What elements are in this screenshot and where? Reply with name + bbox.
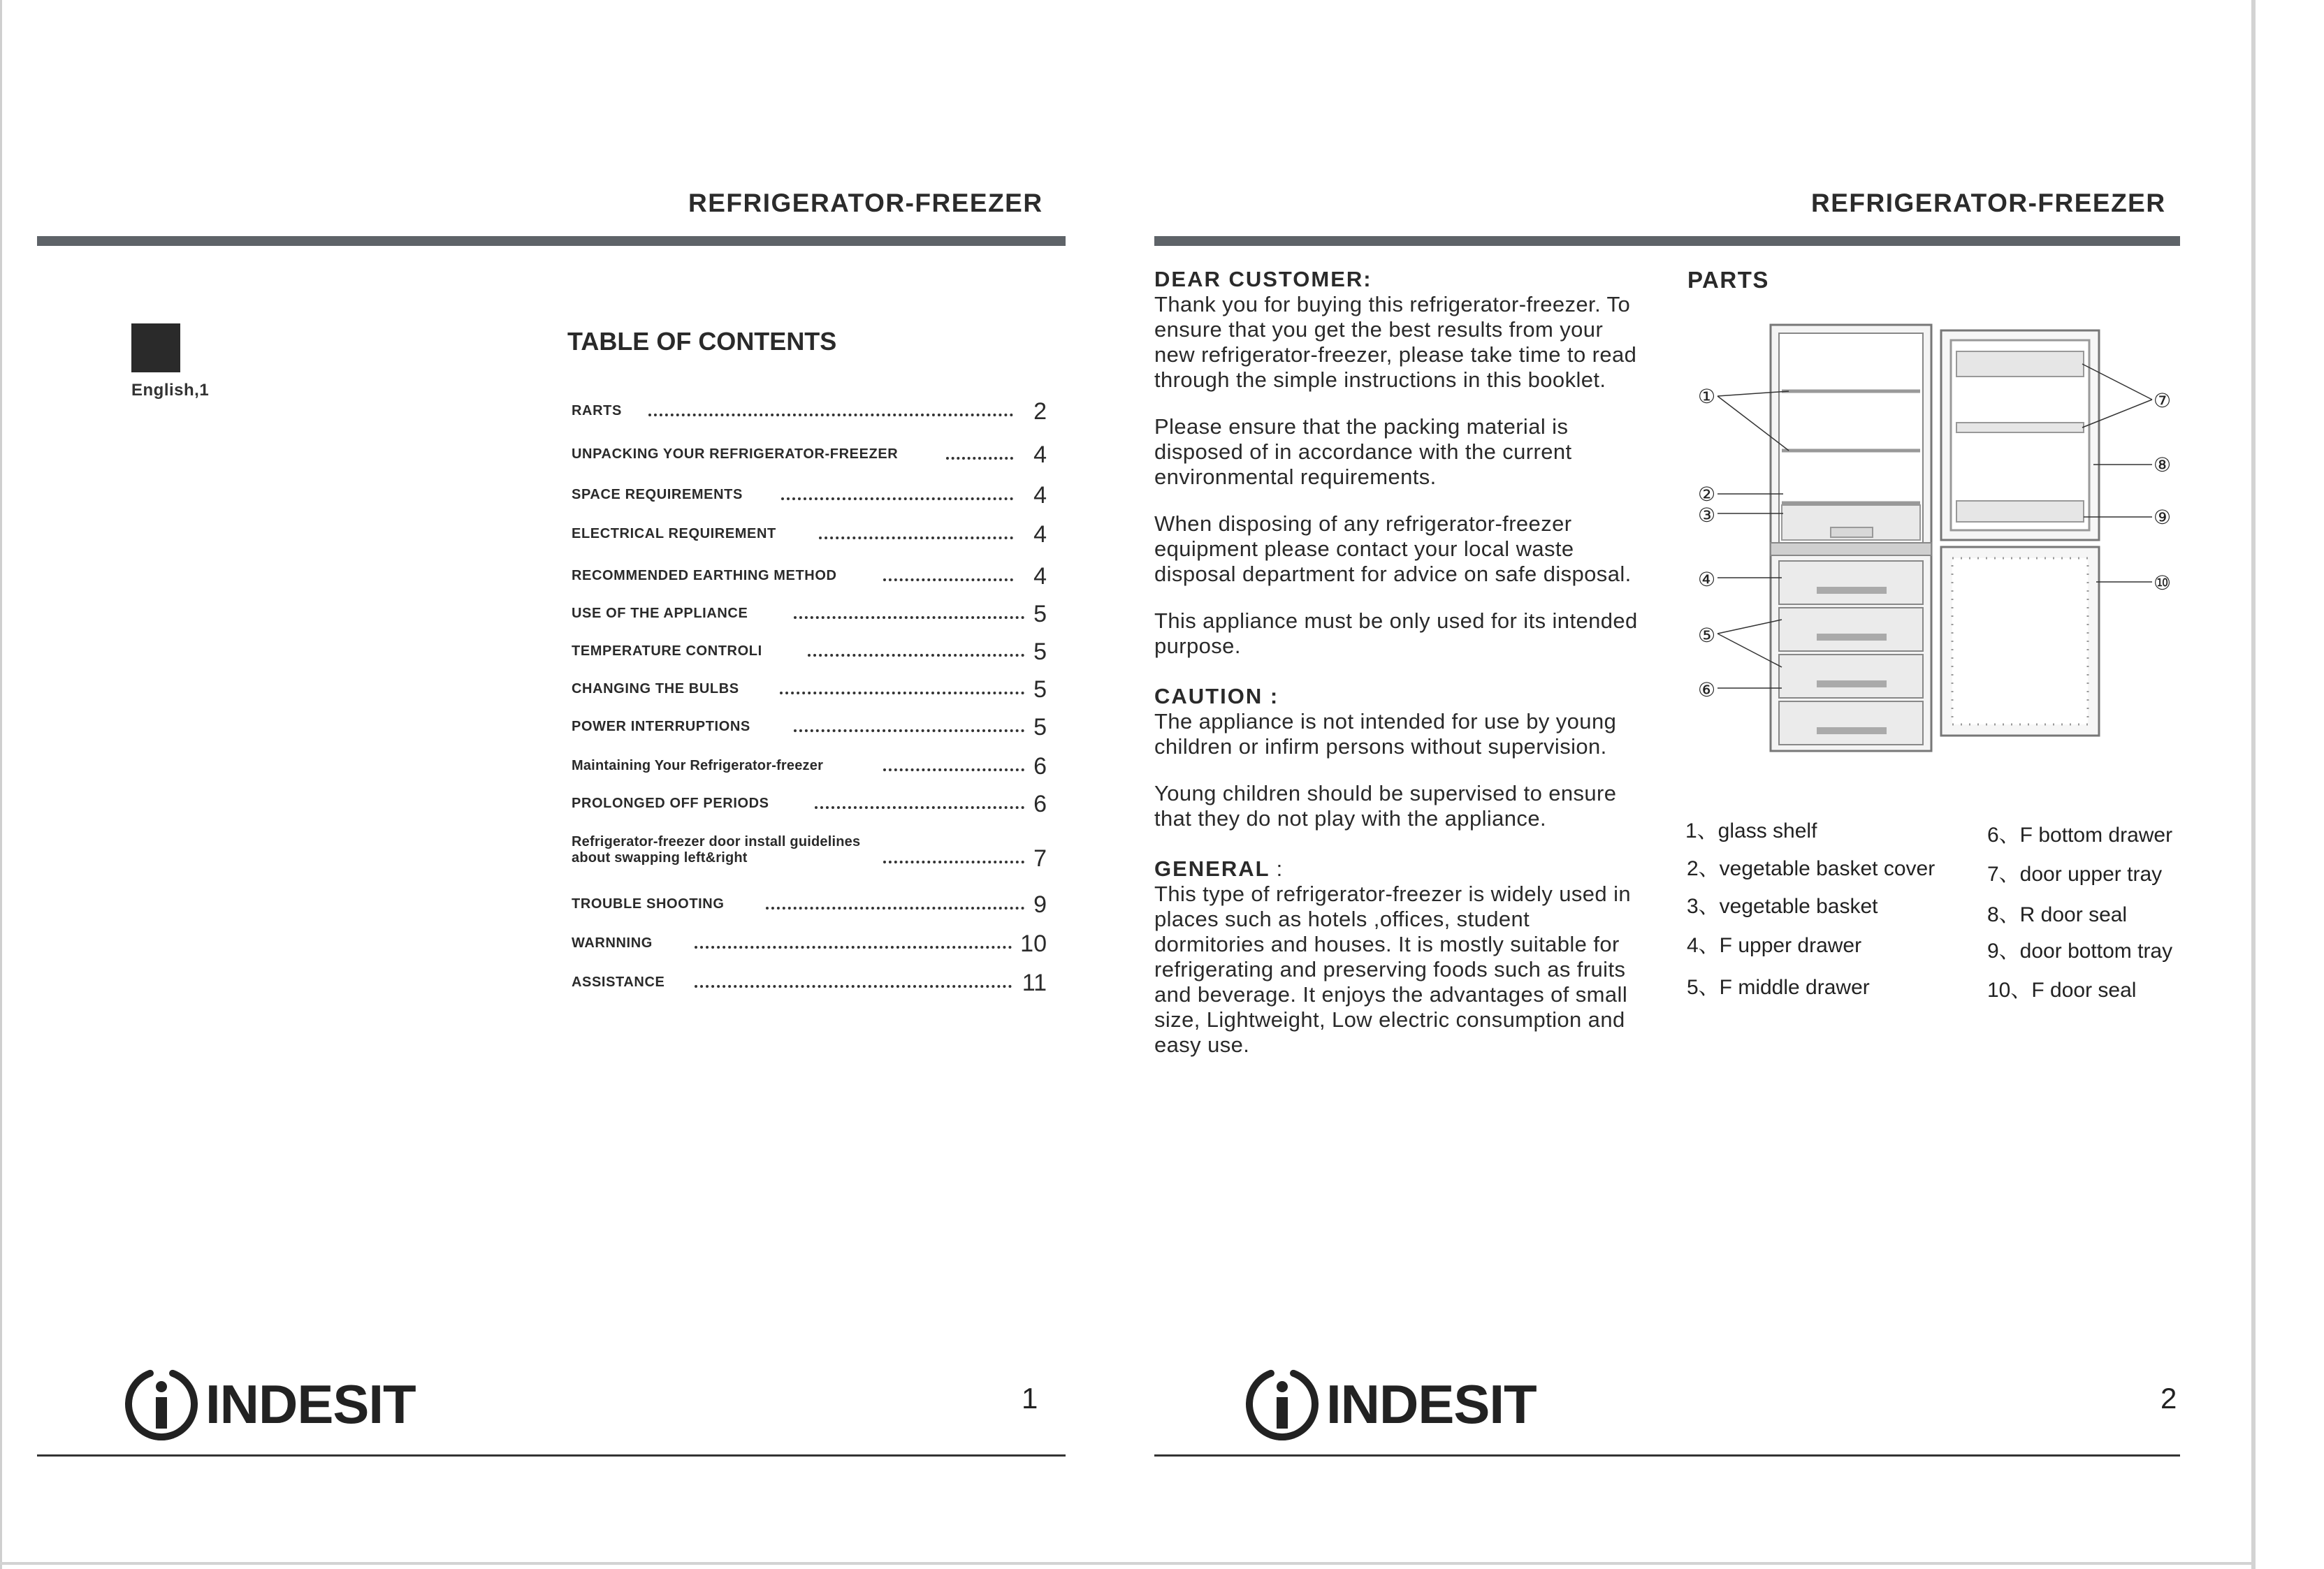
toc-label: Maintaining Your Refrigerator-freezer [572, 758, 824, 773]
toc-leader [695, 982, 1012, 988]
toc-label: SPACE REQUIREMENTS [572, 487, 743, 502]
toc-leader [695, 943, 1012, 949]
toc-label: TEMPERATURE CONTROLI [572, 643, 762, 659]
toc-label: UNPACKING YOUR REFRIGERATOR-FREEZER [572, 446, 899, 462]
toc-page: 10 [1020, 931, 1047, 957]
callout-4: ④ [1698, 568, 1716, 591]
left-header-rule [37, 236, 1066, 246]
legend-item: 3、vegetable basket [1687, 895, 1878, 918]
toc-leader [883, 858, 1024, 863]
dear-customer-text: Thank you for buying this refrigerator-freezer. To ensure that you get the best results from your new refrigerator-freezer, please take time to read through the simple instructions in this booklet. [1154, 292, 1637, 392]
toc-item[interactable] [572, 553, 1047, 588]
toc-leader [780, 689, 1024, 694]
legend-item: 8、R door seal [1987, 903, 2128, 926]
toc-item[interactable] [572, 743, 1047, 778]
toc-page: 6 [1033, 753, 1047, 780]
toc-item[interactable] [572, 511, 1047, 546]
legend-item: 9、door bottom tray [1987, 940, 2173, 963]
toc-item[interactable] [572, 882, 1047, 917]
toc-page: 5 [1033, 714, 1047, 740]
toc-page: 4 [1033, 482, 1047, 509]
toc-leader [819, 534, 1013, 539]
callout-9: ⑨ [2154, 506, 2172, 529]
toc-item[interactable] [572, 960, 1047, 995]
toc-page: 9 [1033, 891, 1047, 918]
callout-5: ⑤ [1698, 624, 1716, 647]
page-margin [2256, 0, 2324, 1569]
general-heading-colon: : [1270, 856, 1283, 881]
toc-leader [766, 904, 1024, 910]
intro-column [1154, 267, 1643, 1079]
toc-item[interactable] [572, 921, 1047, 956]
general-text: This type of refrigerator-freezer is widely used in places such as hotels ,offices, student dormitories and houses. It is mostly suitable for refrigerating and preserving foods such as fruits and beverage. It enjoys the advantages of small size, Lightweight, Low electric consumption and easy use. [1154, 882, 1631, 1057]
callout-8: ⑧ [2154, 453, 2172, 476]
callout-6: ⑥ [1698, 678, 1716, 701]
legend-item: 4、F upper drawer [1687, 934, 1862, 957]
legend-item: 6、F bottom drawer [1987, 824, 2173, 847]
toc-label: TROUBLE SHOOTING [572, 896, 725, 912]
toc-label: ASSISTANCE [572, 975, 665, 990]
toc-page: 4 [1033, 563, 1047, 590]
parts-heading: PARTS [1687, 267, 1769, 293]
language-marker [131, 323, 180, 372]
page-number: 1 [1022, 1382, 1038, 1415]
supervision-text: Young children should be supervised to ensure that they do not play with the appliance. [1154, 781, 1617, 831]
fridge-parts-diagram [1677, 318, 2222, 772]
toc-leader [781, 495, 1013, 500]
legend-item: 2、vegetable basket cover [1687, 857, 1936, 880]
toc-leader [648, 411, 1013, 416]
toc-label: USE OF THE APPLIANCE [572, 606, 748, 621]
purpose-text: This appliance must be only used for its intended purpose. [1154, 608, 1638, 658]
toc-page: 2 [1033, 398, 1047, 425]
fridge-door [1941, 330, 2099, 540]
toc-item[interactable] [572, 472, 1047, 507]
toc-label: Refrigerator-freezer door install guidelines about swapping left&right [572, 834, 861, 866]
toc-label: WARNNING [572, 935, 653, 951]
page-edge-bottom [0, 1562, 2253, 1565]
toc-item[interactable] [572, 591, 1047, 626]
caution-text: The appliance is not intended for use by young children or infirm persons without supervision. [1154, 709, 1617, 759]
brand-logo [123, 1366, 416, 1443]
toc-page: 4 [1033, 441, 1047, 468]
legend-item: 7、door upper tray [1987, 863, 2163, 886]
callout-1: ① [1698, 385, 1716, 408]
toc-item[interactable] [572, 629, 1047, 664]
callout-3: ③ [1698, 504, 1716, 527]
toc-label: ELECTRICAL REQUIREMENT [572, 526, 776, 541]
toc-label: CHANGING THE BULBS [572, 681, 739, 696]
toc-item[interactable] [572, 781, 1047, 816]
toc-label: RECOMMENDED EARTHING METHOD [572, 568, 837, 583]
left-footer-rule [37, 1454, 1066, 1457]
toc-leader [883, 766, 1024, 771]
toc-page: 11 [1022, 970, 1047, 996]
toc-title: TABLE OF CONTENTS [567, 327, 837, 356]
brand-wordmark: INDESIT [205, 1373, 416, 1435]
toc-label: PROLONGED OFF PERIODS [572, 796, 769, 811]
page-number: 2 [2160, 1382, 2177, 1415]
toc-item[interactable] [572, 432, 1047, 467]
disposal-text: When disposing of any refrigerator-freezer equipment please contact your local waste disposal department for advice on safe disposal. [1154, 511, 1632, 586]
right-footer-rule [1154, 1454, 2180, 1457]
toc-leader [794, 727, 1024, 732]
toc-leader [794, 613, 1024, 619]
callout-2: ② [1698, 483, 1716, 506]
brand-wordmark: INDESIT [1326, 1373, 1537, 1435]
toc-item[interactable] [572, 388, 1047, 423]
left-header-title: REFRIGERATOR-FREEZER [688, 189, 1043, 217]
callout-10: ⑩ [2154, 571, 2172, 594]
toc-page: 5 [1033, 676, 1047, 703]
logo-i-icon [1244, 1366, 1321, 1443]
toc-page: 7 [1033, 845, 1047, 872]
toc-label: RARTS [572, 403, 622, 418]
toc-item[interactable] [572, 666, 1047, 701]
toc-leader [808, 651, 1024, 657]
callout-7: ⑦ [2154, 389, 2172, 412]
page-edge-left [0, 0, 2, 1569]
logo-i-icon [123, 1366, 200, 1443]
brand-logo [1244, 1366, 1537, 1443]
right-header-title: REFRIGERATOR-FREEZER [1811, 189, 2166, 217]
toc-page: 5 [1033, 601, 1047, 627]
toc-page: 5 [1033, 638, 1047, 665]
legend-item: 5、F middle drawer [1687, 976, 1870, 999]
toc-label: POWER INTERRUPTIONS [572, 719, 750, 734]
toc-item[interactable] [572, 704, 1047, 739]
toc-leader [946, 454, 1013, 460]
legend-item: 10、F door seal [1987, 979, 2137, 1002]
legend-item: 1、glass shelf [1685, 819, 1817, 842]
right-header-rule [1154, 236, 2180, 246]
dear-customer-heading: DEAR CUSTOMER: [1154, 267, 1372, 291]
caution-heading: CAUTION : [1154, 684, 1279, 708]
toc-leader [815, 803, 1024, 809]
freezer-door [1941, 547, 2099, 736]
toc-item[interactable] [572, 829, 1047, 870]
callout-numbers [1698, 385, 2171, 701]
toc-page: 6 [1033, 791, 1047, 817]
packing-text: Please ensure that the packing material is disposed of in accordance with the current environmental requirements. [1154, 414, 1572, 489]
language-label: English,1 [131, 381, 210, 400]
fridge-body [1771, 325, 1931, 751]
general-heading: GENERAL [1154, 856, 1270, 881]
toc-page: 4 [1033, 521, 1047, 548]
toc-leader [883, 576, 1013, 581]
